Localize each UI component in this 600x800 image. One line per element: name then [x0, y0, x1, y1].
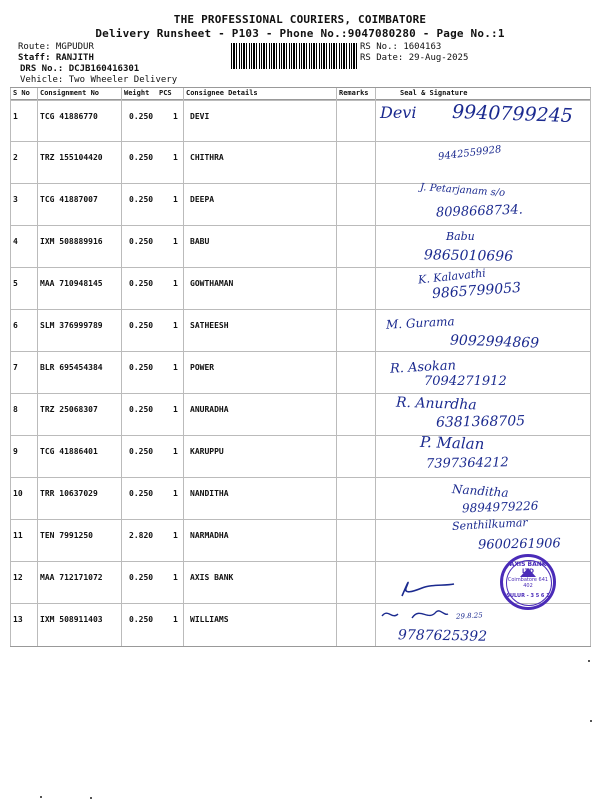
table-row — [10, 141, 590, 183]
col-consignee: Consignee Details — [186, 89, 258, 97]
col-consignment: Consignment No — [40, 89, 100, 97]
bank-logo-icon — [520, 568, 536, 577]
cell-consignment: IXM 508911403 — [40, 615, 103, 624]
cell-consignment: SLM 376999789 — [40, 321, 103, 330]
col-seal-signature: Seal & Signature — [400, 89, 468, 97]
cell-consignee: NARMADHA — [190, 531, 229, 540]
cell-consignment: MAA 710948145 — [40, 279, 103, 288]
handwritten-phone: 9600261906 — [477, 536, 561, 553]
cell-consignee: SATHEESH — [190, 321, 229, 330]
handwritten-phone: 9787625392 — [397, 627, 488, 645]
handwritten-phone: 9865010696 — [423, 247, 514, 265]
cell-weight: 0.250 — [129, 615, 154, 624]
stamp-bottom-text: SULUR - 3 5 6 1 — [506, 593, 550, 599]
cell-consignment: TCG 41886770 — [40, 112, 98, 121]
column-divider — [590, 88, 591, 646]
cell-consignee: CHITHRA — [190, 153, 224, 162]
col-remarks: Remarks — [339, 89, 369, 97]
cell-sno: 2 — [13, 153, 18, 162]
handwritten-signature: Nanditha — [451, 482, 510, 500]
cell-weight: 0.250 — [129, 489, 154, 498]
col-pcs: PCS — [159, 89, 172, 97]
route: Route: MGPUDUR — [18, 42, 94, 52]
runsheet-subtitle: Delivery Runsheet - P103 - Phone No.:9047080280 - Page No.:1 — [95, 27, 505, 40]
handwritten-signature: P. Malan — [419, 432, 485, 454]
cell-weight: 0.250 — [129, 447, 154, 456]
handwritten-phone: 9865799053 — [431, 279, 522, 303]
cell-sno: 1 — [13, 112, 18, 121]
staff: Staff: RANJITH — [18, 53, 94, 63]
cell-weight: 0.250 — [129, 112, 154, 121]
handwritten-phone: 9092994869 — [449, 332, 540, 352]
cell-sno: 11 — [13, 531, 23, 540]
handwritten-signature: R. Anurdha — [395, 394, 477, 414]
col-weight: Weight — [124, 89, 150, 97]
drs-number: DRS No.: DCJB160416301 — [20, 64, 140, 74]
stamp-middle-text: Coimbatore 641 402 — [507, 577, 549, 589]
cell-weight: 0.250 — [129, 279, 154, 288]
scan-speck — [40, 796, 42, 798]
cell-consignee: ANURADHA — [190, 405, 229, 414]
cell-consignee: DEVI — [190, 112, 210, 121]
cell-consignee: GOWTHAMAN — [190, 279, 234, 288]
cell-pcs: 1 — [173, 573, 178, 582]
cell-consignment: MAA 712171072 — [40, 573, 103, 582]
handwritten-phone: 7094271912 — [424, 374, 507, 389]
cell-consignment: TRZ 25068307 — [40, 405, 98, 414]
cell-consignment: BLR 695454384 — [40, 363, 103, 372]
handwritten-signature: M. Gurama — [385, 314, 455, 332]
cell-sno: 12 — [13, 573, 23, 582]
cell-weight: 0.250 — [129, 363, 154, 372]
scan-speck — [590, 720, 592, 722]
cell-consignee: AXIS BANK — [190, 573, 234, 582]
cell-sno: 6 — [13, 321, 18, 330]
cell-pcs: 1 — [173, 321, 178, 330]
table-bottom-rule — [10, 646, 591, 647]
cell-weight: 0.250 — [129, 237, 154, 246]
cell-sno: 4 — [13, 237, 18, 246]
axis-bank-stamp — [500, 554, 556, 610]
cell-sno: 8 — [13, 405, 18, 414]
handwritten-signature: Babu — [446, 230, 475, 243]
handwritten-phone: 9442559928 — [437, 144, 503, 163]
cell-pcs: 1 — [173, 363, 178, 372]
cell-sno: 13 — [13, 615, 23, 624]
cell-consignee: BABU — [190, 237, 210, 246]
signature-scribble — [380, 604, 450, 624]
cell-weight: 2.820 — [129, 531, 154, 540]
handwritten-signature: J. Petarjanam s/o — [419, 182, 506, 199]
col-sno: S No — [13, 89, 30, 97]
cell-consignee: KARUPPU — [190, 447, 224, 456]
handwritten-signature: R. Asokan — [389, 358, 457, 377]
handwritten-signature: Devi — [380, 103, 417, 122]
handwritten-phone: 7397364212 — [425, 455, 509, 472]
cell-consignment: IXM 508889916 — [40, 237, 103, 246]
cell-consignee: WILLIAMS — [190, 615, 229, 624]
cell-consignment: TRZ 155104420 — [40, 153, 103, 162]
cell-weight: 0.250 — [129, 195, 154, 204]
cell-pcs: 1 — [173, 237, 178, 246]
scan-speck — [90, 797, 92, 799]
cell-sno: 10 — [13, 489, 23, 498]
cell-pcs: 1 — [173, 489, 178, 498]
table-top-rule — [10, 87, 591, 88]
cell-weight: 0.250 — [129, 405, 154, 414]
cell-sno: 9 — [13, 447, 18, 456]
rs-number: RS No.: 1604163 — [360, 42, 442, 52]
cell-pcs: 1 — [173, 195, 178, 204]
cell-consignment: TEN 7991250 — [40, 531, 93, 540]
vehicle: Vehicle: Two Wheeler Delivery — [20, 75, 178, 85]
handwritten-phone: 9940799245 — [451, 100, 574, 128]
cell-pcs: 1 — [173, 405, 178, 414]
cell-weight: 0.250 — [129, 321, 154, 330]
cell-sno: 7 — [13, 363, 18, 372]
rs-date: RS Date: 29-Aug-2025 — [360, 53, 469, 63]
cell-consignee: POWER — [190, 363, 215, 372]
cell-consignment: TRR 10637029 — [40, 489, 98, 498]
cell-weight: 0.250 — [129, 153, 154, 162]
cell-sno: 3 — [13, 195, 18, 204]
cell-pcs: 1 — [173, 615, 178, 624]
scan-speck — [588, 660, 590, 662]
cell-consignee: NANDITHA — [190, 489, 229, 498]
handwritten-phone: 8098668734. — [435, 202, 524, 221]
cell-pcs: 1 — [173, 531, 178, 540]
cell-consignment: TCG 41887007 — [40, 195, 98, 204]
cell-pcs: 1 — [173, 279, 178, 288]
handwritten-signature: K. Kalavathi — [417, 266, 487, 287]
cell-sno: 5 — [13, 279, 18, 288]
cell-consignee: DEEPA — [190, 195, 215, 204]
cell-pcs: 1 — [173, 447, 178, 456]
cell-pcs: 1 — [173, 153, 178, 162]
handwritten-signature: Senthilkumar — [451, 516, 528, 533]
barcode — [231, 43, 357, 69]
handwritten-phone: 6381368705 — [435, 413, 526, 431]
table-row — [10, 603, 590, 645]
cell-consignment: TCG 41886401 — [40, 447, 98, 456]
stamp-top-text: AXIS BANK LTD — [509, 561, 547, 575]
cell-weight: 0.250 — [129, 573, 154, 582]
cell-pcs: 1 — [173, 112, 178, 121]
handwritten-date: 29.8.25 — [455, 611, 483, 621]
company-title: THE PROFESSIONAL COURIERS, COIMBATORE — [173, 13, 427, 26]
handwritten-phone: 9894979226 — [461, 498, 539, 516]
signature-scribble — [398, 574, 458, 598]
